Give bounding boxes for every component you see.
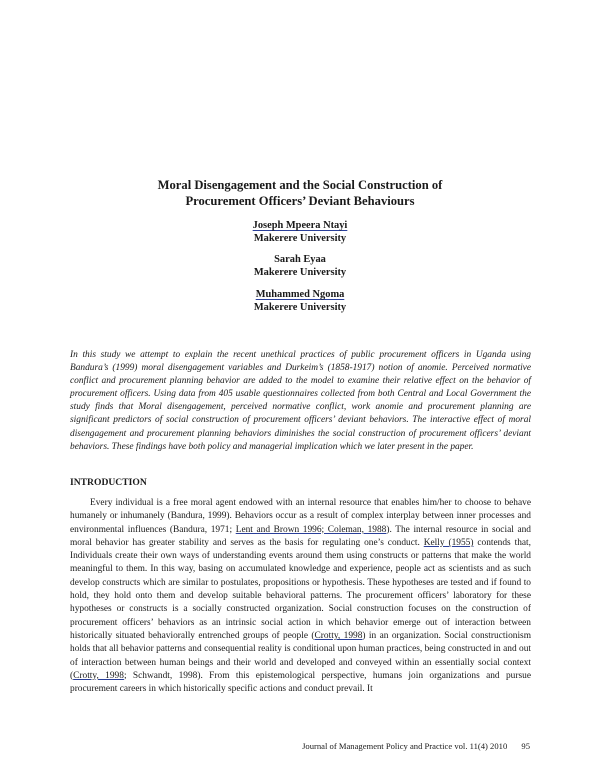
body-text-segment: contends that, Individuals create their own ways of understanding events around them using constructs or patterns that make the world meaningful to them. In this way, basing on accumulated knowledge and experience, people act as scientists and as such develop constructs which are similar to postulates, propositions or hypothesis. These hypotheses are tested and if found to hold, they hold onto them and develop suitable behavioral patterns. The procurement officers’ laboratory for these hypotheses or constructs is a socially constructed organization. Social construction focuses on the construction of procurement officers’ behaviors as an intrinsic social action in which behavior emerge out of interaction between historically situated behaviorally entrenched groups of people ( — [70, 537, 531, 641]
body-text-segment: ) in an organization. Social constructionism holds that all behavior patterns and consequential reality is conditional upon human practices, being constructed in and out of interaction between human beings and their world and developed and conveyed within an essentially social context ( — [70, 630, 531, 681]
journal-citation: Journal of Management Policy and Practice vol. 11(4) 2010 — [302, 741, 508, 751]
section-heading-introduction: INTRODUCTION — [70, 477, 147, 488]
author-affiliation: Makerere University — [253, 267, 347, 278]
citation-link[interactable]: Lent and Brown 1996; Coleman, 1988 — [235, 524, 387, 535]
page-footer — [302, 741, 530, 751]
citation-link[interactable]: Crotty, 1998 — [314, 630, 363, 641]
introduction-paragraph — [70, 497, 531, 696]
author-affiliation: Makerere University — [253, 233, 347, 244]
body-text-segment: ; Schwandt, 1998). From this epistemological perspective, humans join organizations and pursue procurement careers in which historically specific actions and conduct prevail. It — [70, 670, 531, 695]
paper-title — [70, 177, 530, 209]
body-text-segment: Every individual is a free moral agent endowed with an internal resource that enables him/her to choose to behave humanely or inhumanely (Bandura, 1999). Behaviors occur as a result of complex interplay between inner processes and environmental influences (Bandura, 1971; — [70, 498, 531, 535]
author-name[interactable]: Muhammed Ngoma — [255, 289, 345, 300]
author-affiliation: Makerere University — [253, 302, 347, 313]
title-line-1: Moral Disengagement and the Social Construction of — [157, 178, 443, 192]
page-number: 95 — [521, 741, 530, 751]
citation-link[interactable]: Crotty, 1998 — [73, 670, 124, 681]
author-block-2 — [150, 253, 450, 279]
author-name[interactable]: Joseph Mpeera Ntayi — [252, 220, 348, 231]
author-name: Sarah Eyaa — [274, 254, 326, 265]
abstract: In this study we attempt to explain the recent unethical practices of public procurement officers in Uganda using Bandura’s (1999) moral disengagement variables and Durkeim’s (1858-1917) notion of anomie. Perceived normative conflict and procurement planning behavior are added to the model to examine their relative effect on the behavior of procurement officers. Using data from 405 usable questionnaires collected from both Central and Local Government the study finds that Moral disengagement, perceived normative conflict, work anomie and procurement planning are significant predictors of social construction of procurement officers’ deviant behaviors. The interactive effect of moral disengagement and procurement planning behaviors diminishes the social construction of procurement officers’ deviant behaviors. These findings have both policy and managerial implication which we later present in the paper. — [70, 350, 531, 452]
author-block-1 — [150, 219, 450, 245]
title-line-2: Procurement Officers’ Deviant Behaviours — [185, 194, 415, 208]
author-block-3 — [150, 288, 450, 314]
citation-link[interactable]: Kelly (1955) — [423, 537, 474, 548]
body-text-segment: ). The internal resource in social and moral behavior has greater stability and serves as the basis for regulating one’s conduct. — [70, 524, 531, 548]
